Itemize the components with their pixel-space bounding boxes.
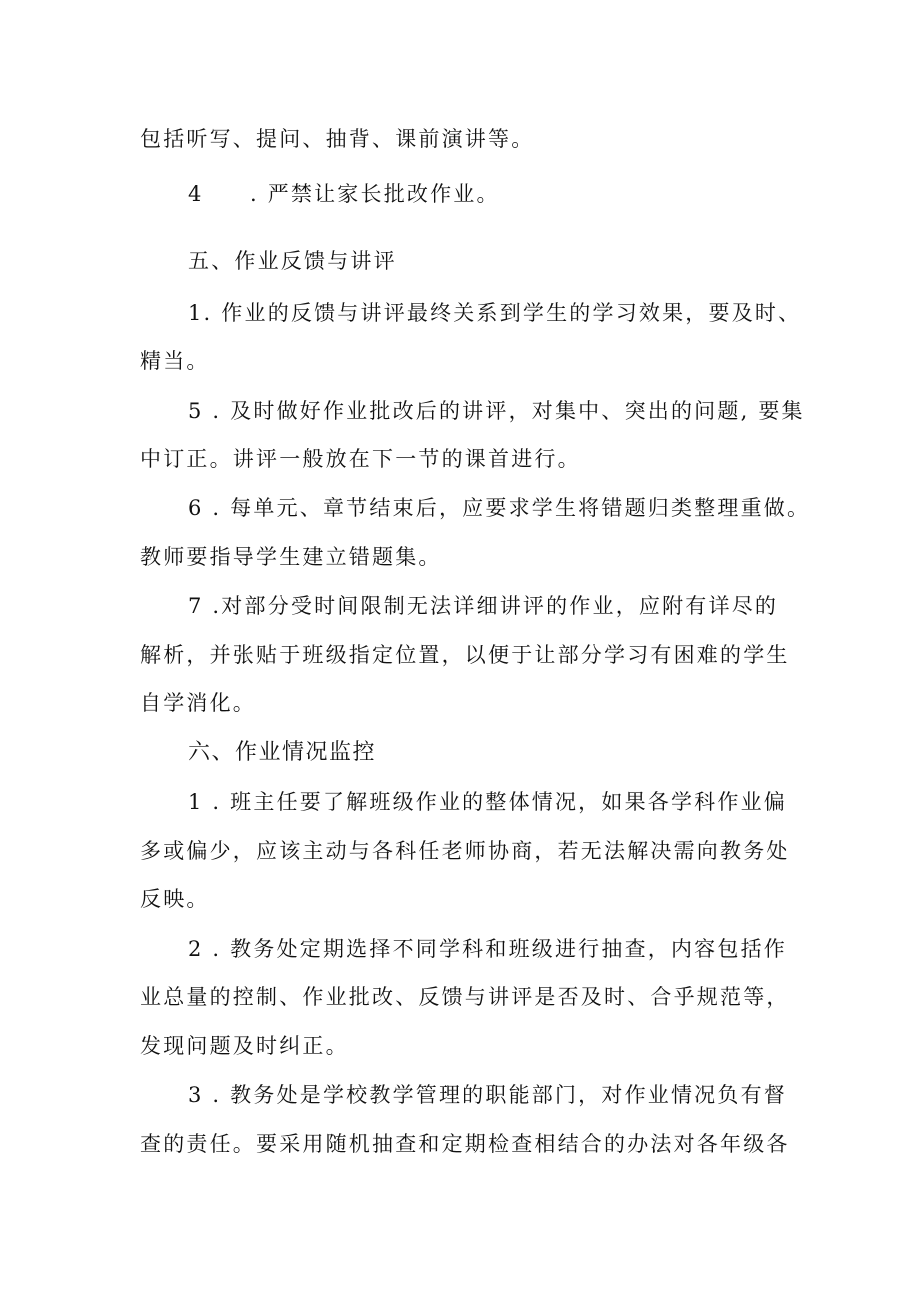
list-item-7: 7 .对部分受时间限制无法详细讲评的作业，应附有详尽的 <box>188 594 779 618</box>
list-item-1: 1 . 班主任要了解班级作业的整体情况，如果各学科作业偏 <box>188 790 787 814</box>
paragraph-line: 反映。 <box>140 887 210 911</box>
paragraph-line: 包括听写、提问、抽背、课前演讲等。 <box>140 127 535 151</box>
list-item-2: 2 . 教务处定期选择不同学科和班级进行抽查，内容包括作 <box>188 937 787 961</box>
paragraph-line: 自学消化。 <box>140 691 256 715</box>
list-item-4: 4 . 严禁让家长批改作业。 <box>188 182 500 206</box>
list-item-3: 3 . 教务处是学校教学管理的职能部门，对作业情况负有督 <box>188 1083 787 1107</box>
paragraph-line: 多或偏少，应该主动与各科任老师协商，若无法解决需向教务处 <box>140 839 790 863</box>
paragraph-line: 查的责任。要采用随机抽查和定期检查相结合的办法对各年级各 <box>140 1132 790 1156</box>
paragraph-line: 解析，并张贴于班级指定位置，以便于让部分学习有困难的学生 <box>140 643 790 667</box>
paragraph-line: 中订正。讲评一般放在下一节的课首进行。 <box>140 447 581 471</box>
section-heading-6: 六、作业情况监控 <box>188 740 377 765</box>
list-item-1: 1. 作业的反馈与讲评最终关系到学生的学习效果，要及时、 <box>188 301 802 325</box>
paragraph-line: 精当。 <box>140 349 210 373</box>
section-heading-5: 五、作业反馈与讲评 <box>188 249 397 273</box>
list-item-6: 6 . 每单元、章节结束后，应要求学生将错题归类整理重做。 <box>188 496 811 520</box>
paragraph-line: 教师要指导学生建立错题集。 <box>140 545 442 569</box>
paragraph-line: 业总量的控制、作业批改、反馈与讲评是否及时、合乎规范等， <box>140 985 790 1009</box>
paragraph-line: 发现问题及时纠正。 <box>140 1034 349 1058</box>
list-item-5: 5 . 及时做好作业批改后的讲评，对集中、突出的问题, 要集 <box>188 399 805 423</box>
